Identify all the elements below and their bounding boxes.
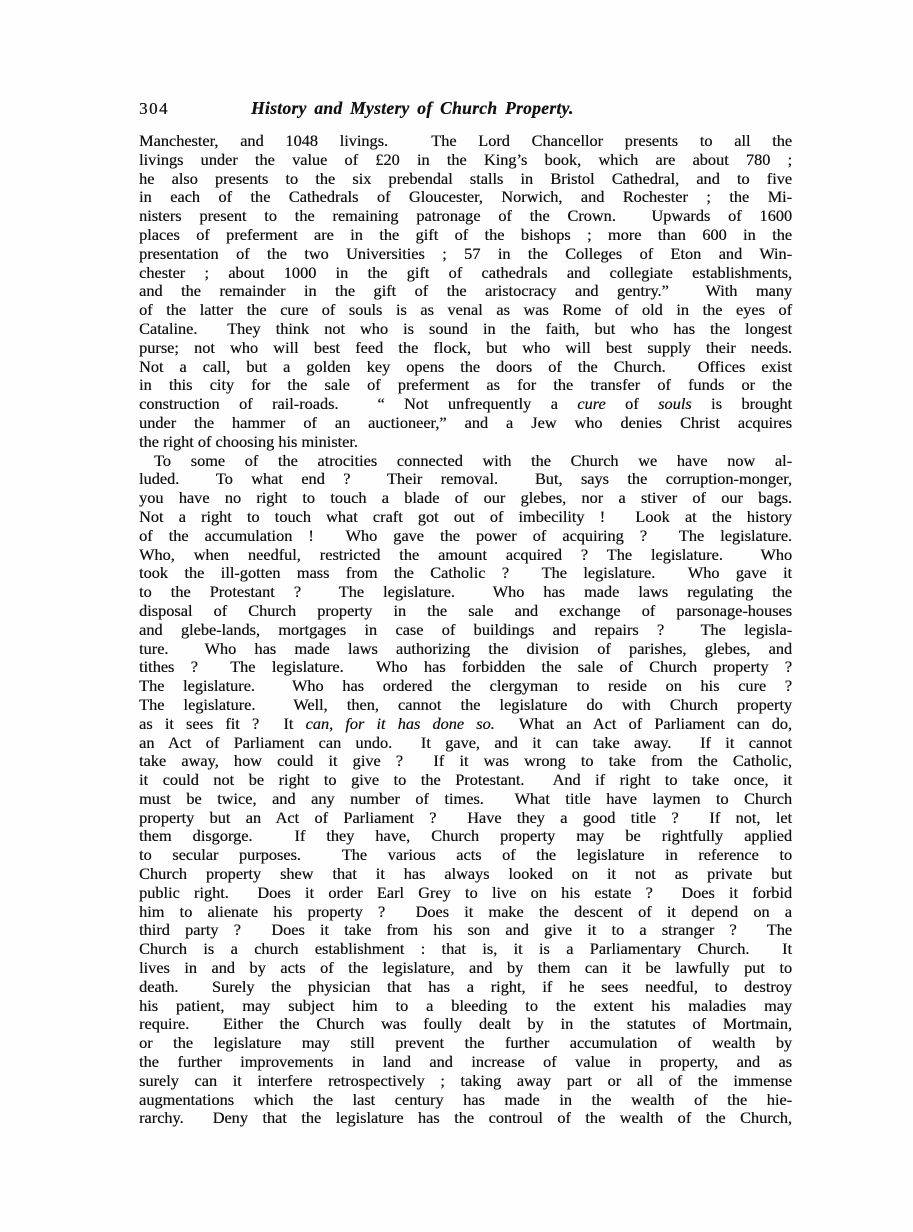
text-line [139, 527, 792, 546]
text-line [139, 978, 792, 997]
text-run: in each of the Cathedrals of Gloucester, Norwich, and Rochester ; the Mi- [139, 187, 792, 207]
text-line [139, 790, 792, 809]
text-run: Who, when needful, restricted the amount acquired ? The legislature. Who [139, 544, 792, 564]
text-line [139, 188, 792, 207]
text-run: The legislature. Well, then, cannot the legislature do with Church property [139, 694, 792, 714]
text-run: to the Protestant ? The legislature. Who has made laws regulating the [139, 582, 792, 602]
text-line [139, 771, 792, 790]
text-run: places of preferment are in the gift of the bishops ; more than 600 in the [139, 224, 792, 244]
italic-text-run: can, for it has done so. [305, 713, 495, 733]
text-line [139, 640, 792, 659]
text-run: it could not be right to give to the Protestant. And if right to take once, it [139, 770, 792, 790]
text-run: is brought [691, 394, 793, 414]
text-line [139, 1109, 792, 1128]
text-run: purse; not who will best feed the flock, but who will best supply their needs. [139, 337, 792, 357]
text-run: his patient, may subject him to a bleeding to the extent his maladies may [139, 995, 792, 1015]
text-run: and the remainder in the gift of the aristocracy and gentry.” With many [139, 281, 792, 301]
text-run: to secular purposes. The various acts of the legislature in reference to [139, 845, 792, 865]
text-line [139, 827, 792, 846]
text-line [139, 170, 792, 189]
text-run: of [605, 394, 659, 414]
text-run: presentation of the two Universities ; 57 in the Colleges of Eton and Win- [139, 243, 792, 263]
text-line [139, 921, 792, 940]
text-line [139, 1015, 792, 1034]
text-run: property but an Act of Parliament ? Have they a good title ? If not, let [139, 807, 792, 827]
text-line [139, 715, 792, 734]
text-line [139, 226, 792, 245]
text-run: nisters present to the remaining patronage of the Crown. Upwards of 1600 [139, 206, 792, 226]
text-line [139, 809, 792, 828]
text-line [139, 470, 792, 489]
text-line [139, 997, 792, 1016]
running-title: History and Mystery of Church Property. [251, 98, 574, 118]
text-block [139, 132, 792, 1128]
text-run: must be twice, and any number of times. What title have laymen to Church [139, 788, 792, 808]
text-run: and glebe-lands, mortgages in case of buildings and repairs ? The legisla- [139, 619, 792, 639]
text-line [139, 264, 792, 283]
text-run: third party ? Does it take from his son and give it to a stranger ? The [139, 920, 792, 940]
text-line [139, 940, 792, 959]
text-run: death. Surely the physician that has a right, if he sees needful, to destroy [139, 976, 792, 996]
text-run: or the legislature may still prevent the further accumulation of wealth by [139, 1033, 792, 1053]
text-line [139, 395, 792, 414]
text-line [139, 452, 792, 471]
page-number: 304 [139, 99, 169, 118]
text-line [139, 301, 792, 320]
text-run: Not a call, but a golden key opens the doors of the Church. Offices exist [139, 356, 792, 376]
text-run: chester ; about 1000 in the gift of cathedrals and collegiate establishments, [139, 262, 792, 282]
text-run: an Act of Parliament can undo. It gave, and it can take away. If it cannot [139, 732, 792, 752]
text-run: lives in and by acts of the legislature, and by them can it be lawfully put to [139, 958, 792, 978]
text-line [139, 903, 792, 922]
text-run: under the hammer of an auctioneer,” and a Jew who denies Christ acquires [139, 412, 792, 432]
text-line [139, 508, 792, 527]
text-run: disposal of Church property in the sale and exchange of parsonage-houses [139, 600, 792, 620]
text-run: construction of rail-roads. “ Not unfrequently a [139, 394, 578, 414]
text-line [139, 677, 792, 696]
text-run: take away, how could it give ? If it was wrong to take from the Catholic, [139, 751, 792, 771]
text-line [139, 320, 792, 339]
text-line [139, 1053, 792, 1072]
text-run: Manchester, and 1048 livings. The Lord Chancellor presents to all the [139, 131, 792, 150]
text-run: livings under the value of £20 in the King’s book, which are about 780 ; [139, 149, 792, 169]
text-line [139, 151, 792, 170]
text-run: of the latter the cure of souls is as venal as was Rome of old in the eyes of [139, 300, 792, 320]
text-run: the right of choosing his minister. [139, 431, 358, 451]
text-line [139, 959, 792, 978]
text-run: in this city for the sale of preferment as for the transfer of funds or the [139, 375, 792, 395]
text-run: them disgorge. If they have, Church property may be rightfully applied [139, 826, 792, 846]
text-run: What an Act of Parliament can do, [494, 713, 792, 733]
text-run: he also presents to the six prebendal stalls in Bristol Cathedral, and to five [139, 168, 792, 188]
text-line [139, 846, 792, 865]
text-run: Not a right to touch what craft got out of imbecility ! Look at the history [139, 506, 792, 526]
text-run: you have no right to touch a blade of our glebes, nor a stiver of our bags. [139, 488, 792, 508]
text-line [139, 414, 792, 433]
text-run: Church property shew that it has always looked on it not as private but [139, 864, 792, 884]
text-run: him to alienate his property ? Does it make the descent of it depend on a [139, 901, 792, 921]
text-line [139, 865, 792, 884]
text-run: tithes ? The legislature. Who has forbidden the sale of Church property ? [139, 657, 792, 677]
text-run: public right. Does it order Earl Grey to live on his estate ? Does it forbid [139, 882, 792, 902]
text-line [139, 1091, 792, 1110]
text-run: Church is a church establishment : that is, it is a Parliamentary Church. It [139, 939, 792, 959]
text-run: surely can it interfere retrospectively ; taking away part or all of the immense [139, 1070, 792, 1090]
text-line [139, 734, 792, 753]
text-line [139, 602, 792, 621]
text-run: luded. To what end ? Their removal. But, says the corruption-monger, [139, 469, 792, 489]
text-run: of the accumulation ! Who gave the power of acquiring ? The legislature. [139, 525, 792, 545]
text-run: the further improvements in land and increase of value in property, and as [139, 1052, 792, 1072]
text-run: ture. Who has made laws authorizing the division of parishes, glebes, and [139, 638, 792, 658]
text-line [139, 376, 792, 395]
text-line [139, 583, 792, 602]
text-line [139, 433, 792, 452]
text-run: took the ill-gotten mass from the Catholic ? The legislature. Who gave it [139, 563, 792, 583]
text-line [139, 884, 792, 903]
text-line [139, 1034, 792, 1053]
text-line [139, 621, 792, 640]
text-run: rarchy. Deny that the legislature has the controul of the wealth of the Church, [139, 1108, 792, 1128]
text-line [139, 282, 792, 301]
text-run: as it sees fit ? It [139, 713, 306, 733]
text-line [139, 696, 792, 715]
text-line [139, 752, 792, 771]
italic-text-run: souls [658, 394, 692, 414]
text-line [139, 1072, 792, 1091]
text-line [139, 207, 792, 226]
text-run: To some of the atrocities connected with the Church we have now al- [154, 450, 792, 470]
text-line [139, 339, 792, 358]
text-line [139, 658, 792, 677]
italic-text-run: cure [577, 394, 606, 414]
text-run: require. Either the Church was foully dealt by in the statutes of Mortmain, [139, 1014, 792, 1034]
text-line [139, 358, 792, 377]
text-line [139, 564, 792, 583]
text-run: augmentations which the last century has made in the wealth of the hie- [139, 1089, 792, 1109]
text-line [139, 546, 792, 565]
text-line [139, 489, 792, 508]
text-line [139, 132, 792, 151]
text-line [139, 245, 792, 264]
text-run: The legislature. Who has ordered the clergyman to reside on his cure ? [139, 676, 792, 696]
text-run: Cataline. They think not who is sound in the faith, but who has the longest [139, 318, 792, 338]
